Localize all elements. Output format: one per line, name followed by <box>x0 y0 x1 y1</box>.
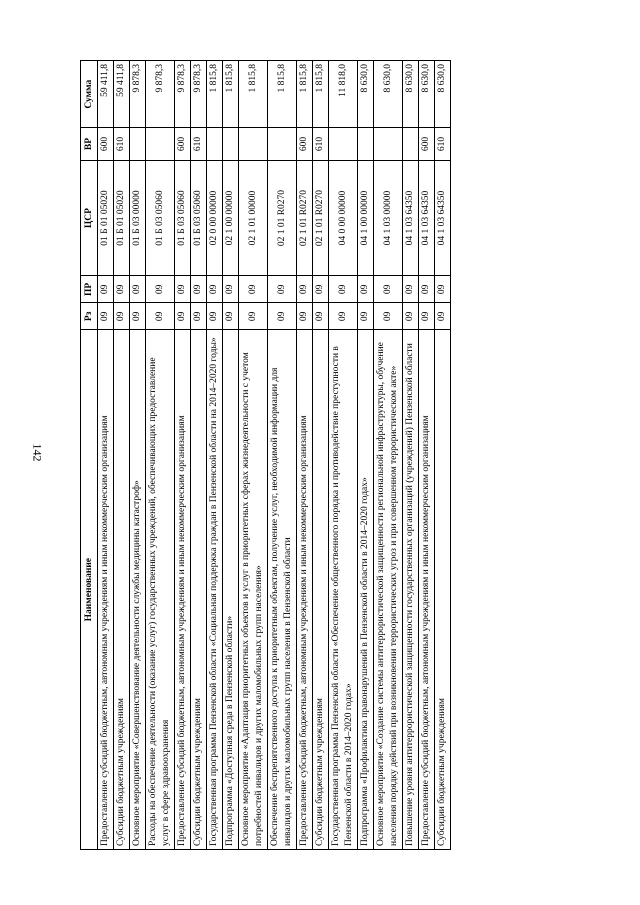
cell-pr: 09 <box>435 276 451 303</box>
cell-rz: 09 <box>223 303 239 330</box>
cell-sum: 8 630,0 <box>419 61 435 128</box>
cell-sum: 1 815,8 <box>207 61 223 128</box>
cell-name: Государственная программа Пензенской области «Обеспечение общественного порядка и противодействие преступности в Пензенской области в 2014–2020 годах» <box>329 330 358 850</box>
cell-name: Подпрограмма «Доступная среда в Пензенской области» <box>223 330 239 850</box>
cell-csr: 02 1 01 R0270 <box>268 160 297 276</box>
table-row <box>239 61 268 850</box>
header-pr: ПР <box>81 276 98 303</box>
header-name: Наименование <box>81 330 98 850</box>
cell-name: Подпрограмма «Профилактика правонарушений в Пензенской области в 2014–2020 годах» <box>358 330 374 850</box>
cell-sum: 9 878,3 <box>130 61 146 128</box>
cell-name: Субсидии бюджетным учреждениям <box>114 330 130 850</box>
table-row <box>403 61 419 850</box>
cell-csr: 04 1 03 64350 <box>403 160 419 276</box>
cell-pr: 09 <box>191 276 207 303</box>
cell-rz: 09 <box>130 303 146 330</box>
cell-pr: 09 <box>223 276 239 303</box>
cell-pr: 09 <box>313 276 329 303</box>
cell-rz: 09 <box>146 303 175 330</box>
cell-vr: 610 <box>313 128 329 160</box>
cell-csr: 02 1 01 00000 <box>239 160 268 276</box>
cell-pr: 09 <box>329 276 358 303</box>
cell-vr <box>239 128 268 160</box>
cell-rz: 09 <box>239 303 268 330</box>
cell-vr: 600 <box>175 128 191 160</box>
cell-csr: 02 0 00 00000 <box>207 160 223 276</box>
cell-rz: 09 <box>175 303 191 330</box>
cell-pr: 09 <box>114 276 130 303</box>
table-row <box>358 61 374 850</box>
cell-sum: 8 630,0 <box>435 61 451 128</box>
budget-table <box>80 60 451 850</box>
cell-sum: 1 815,8 <box>313 61 329 128</box>
cell-vr: 610 <box>435 128 451 160</box>
cell-sum: 9 878,3 <box>175 61 191 128</box>
cell-vr <box>268 128 297 160</box>
cell-rz: 09 <box>191 303 207 330</box>
cell-vr <box>358 128 374 160</box>
table-row <box>207 61 223 850</box>
cell-vr: 610 <box>191 128 207 160</box>
header-vr: ВР <box>81 128 98 160</box>
cell-vr <box>146 128 175 160</box>
cell-name: Основное мероприятие «Создание системы антитеррористической защищенности региональной инфраструктуры, обучение населения порядку действий при возникновении террористических угроз и при совершенном террористическом акте» <box>374 330 403 850</box>
cell-rz: 09 <box>403 303 419 330</box>
cell-pr: 09 <box>268 276 297 303</box>
cell-pr: 09 <box>130 276 146 303</box>
cell-rz: 09 <box>114 303 130 330</box>
cell-csr: 04 0 00 00000 <box>329 160 358 276</box>
header-csr: ЦСР <box>81 160 98 276</box>
cell-sum: 1 815,8 <box>268 61 297 128</box>
cell-sum: 1 815,8 <box>223 61 239 128</box>
cell-pr: 09 <box>239 276 268 303</box>
header-rz: Рз <box>81 303 98 330</box>
cell-vr: 610 <box>114 128 130 160</box>
cell-sum: 8 630,0 <box>374 61 403 128</box>
cell-csr: 01 Б 03 05060 <box>191 160 207 276</box>
cell-name: Субсидии бюджетным учреждениям <box>435 330 451 850</box>
cell-csr: 04 1 00 00000 <box>358 160 374 276</box>
cell-pr: 09 <box>419 276 435 303</box>
cell-pr: 09 <box>146 276 175 303</box>
cell-vr: 600 <box>98 128 114 160</box>
cell-name: Обеспечение беспрепятственного доступа к приоритетным объектам, получение услуг, необходимой информации для инвалидов и других маломобильных групп населения в Пензенской области <box>268 330 297 850</box>
header-sum: Сумма <box>81 61 98 128</box>
cell-vr <box>403 128 419 160</box>
cell-csr: 04 1 03 64350 <box>419 160 435 276</box>
cell-sum: 11 818,0 <box>329 61 358 128</box>
cell-csr: 02 1 01 R0270 <box>297 160 313 276</box>
cell-name: Основное мероприятие «Адаптация приоритетных объектов и услуг в приоритетных сферах жизнедеятельности с учетом потребностей инвалидов и других маломобильных групп населения» <box>239 330 268 850</box>
cell-sum: 9 878,3 <box>191 61 207 128</box>
cell-name: Предоставление субсидий бюджетным, автономным учреждениям и иным некоммерческим организациям <box>297 330 313 850</box>
table-row <box>130 61 146 850</box>
table-row <box>175 61 191 850</box>
cell-rz: 09 <box>435 303 451 330</box>
cell-rz: 09 <box>98 303 114 330</box>
cell-csr: 01 Б 03 05060 <box>146 160 175 276</box>
cell-vr <box>207 128 223 160</box>
cell-name: Расходы на обеспечение деятельности (оказание услуг) государственных учреждений, обеспечивающих предоставление услуг в сфере здравоохранения <box>146 330 175 850</box>
cell-sum: 59 411,8 <box>98 61 114 128</box>
cell-rz: 09 <box>313 303 329 330</box>
cell-name: Предоставление субсидий бюджетным, автономным учреждениям и иным некоммерческим организациям <box>175 330 191 850</box>
table-row <box>146 61 175 850</box>
cell-sum: 8 630,0 <box>358 61 374 128</box>
table-row <box>329 61 358 850</box>
cell-name: Субсидии бюджетным учреждениям <box>313 330 329 850</box>
cell-name: Повышение уровня антитеррористической защищенности государственных организаций (учреждений) Пензенской области <box>403 330 419 850</box>
cell-sum: 59 411,8 <box>114 61 130 128</box>
table-row <box>419 61 435 850</box>
cell-pr: 09 <box>98 276 114 303</box>
table-row <box>313 61 329 850</box>
cell-rz: 09 <box>268 303 297 330</box>
cell-pr: 09 <box>207 276 223 303</box>
cell-name: Субсидии бюджетным учреждениям <box>191 330 207 850</box>
cell-vr <box>374 128 403 160</box>
cell-vr <box>130 128 146 160</box>
table-row <box>268 61 297 850</box>
cell-rz: 09 <box>358 303 374 330</box>
cell-rz: 09 <box>374 303 403 330</box>
cell-pr: 09 <box>403 276 419 303</box>
page-number: 142 <box>30 443 45 462</box>
table-row <box>114 61 130 850</box>
cell-name: Основное мероприятие «Совершенствование деятельности службы медицины катастроф» <box>130 330 146 850</box>
cell-vr <box>329 128 358 160</box>
table-row <box>435 61 451 850</box>
cell-vr: 600 <box>297 128 313 160</box>
cell-vr <box>223 128 239 160</box>
cell-csr: 04 1 03 64350 <box>435 160 451 276</box>
cell-csr: 01 Б 01 05020 <box>114 160 130 276</box>
cell-sum: 1 815,8 <box>297 61 313 128</box>
table-row <box>223 61 239 850</box>
table-row <box>374 61 403 850</box>
cell-csr: 02 1 01 R0270 <box>313 160 329 276</box>
cell-rz: 09 <box>207 303 223 330</box>
table-row <box>297 61 313 850</box>
cell-csr: 01 Б 03 05060 <box>175 160 191 276</box>
rotated-table-container <box>80 60 585 850</box>
table-header-row <box>81 61 98 850</box>
cell-csr: 01 Б 01 05020 <box>98 160 114 276</box>
cell-vr: 600 <box>419 128 435 160</box>
cell-rz: 09 <box>297 303 313 330</box>
cell-pr: 09 <box>297 276 313 303</box>
table-row <box>191 61 207 850</box>
cell-csr: 04 1 03 00000 <box>374 160 403 276</box>
cell-pr: 09 <box>175 276 191 303</box>
cell-csr: 01 Б 03 00000 <box>130 160 146 276</box>
cell-rz: 09 <box>419 303 435 330</box>
cell-pr: 09 <box>374 276 403 303</box>
cell-sum: 1 815,8 <box>239 61 268 128</box>
cell-name: Государственная программа Пензенской области «Социальная поддержка граждан в Пензенской области на 2014–2020 годы» <box>207 330 223 850</box>
cell-rz: 09 <box>329 303 358 330</box>
table-row <box>98 61 114 850</box>
cell-pr: 09 <box>358 276 374 303</box>
cell-name: Предоставление субсидий бюджетным, автономным учреждениям и иным некоммерческим организациям <box>98 330 114 850</box>
cell-csr: 02 1 00 00000 <box>223 160 239 276</box>
cell-sum: 9 878,3 <box>146 61 175 128</box>
cell-name: Предоставление субсидий бюджетным, автономным учреждениям и иным некоммерческим организациям <box>419 330 435 850</box>
cell-sum: 8 630,0 <box>403 61 419 128</box>
